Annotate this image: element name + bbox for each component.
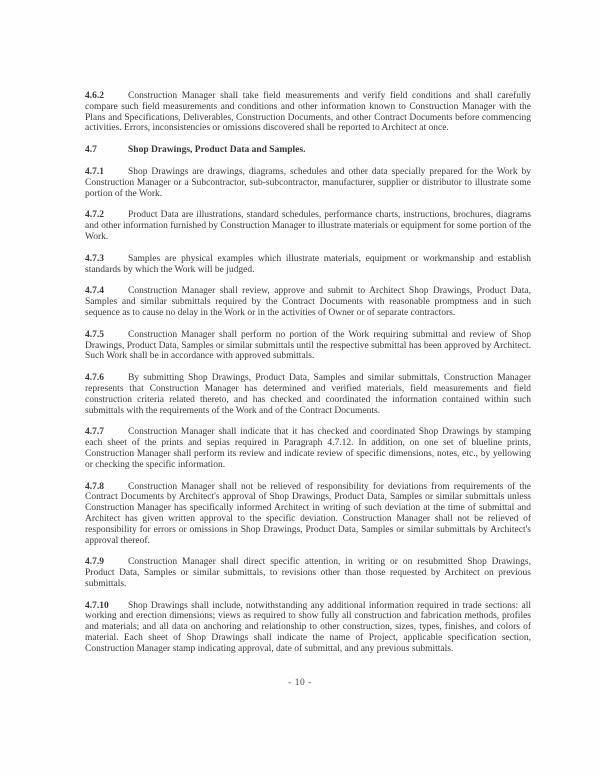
paragraph-4-6-2 (85, 91, 531, 134)
paragraph-text: Product Data are illustrations, standard schedules, performance charts, instructions, brochures, diagrams and other information furnished by Construction Manager to illustrate materials or equipment for some portion of the Work. (85, 210, 531, 242)
paragraph-4-7-6 (85, 373, 531, 416)
document-body (85, 91, 531, 666)
paragraph-text: Construction Manager shall indicate that it has checked and coordinated Shop Drawings by stamping each sheet of the prints and sepias required in Paragraph 4.7.12. In addition, on one set of blueline prints, Construction Manager shall perform its review and indicate review of specific dimensions, notes, etc., by yellowing or checking the specific information. (85, 427, 531, 470)
paragraph-text: Construction Manager shall take field measurements and verify field conditions and shall carefully compare such field measurements and conditions and other information known to Construction Manager with the Plans and Specifications, Deliverables, Construction Documents, and other Contract Documents before commencing activities. Errors, inconsistencies or omissions discovered shall be reported to Architect at once. (85, 91, 531, 134)
paragraph-text: Construction Manager shall review, approve and submit to Architect Shop Drawings, Product Data, Samples and similar submittals required by the Contract Documents with reasonable promptness and in such sequence as to cause no delay in the Work or in the activities of Owner or of separate contractors. (85, 286, 531, 318)
paragraph-number: 4.7.8 (85, 481, 104, 492)
paragraph-4-7-5 (85, 330, 531, 362)
paragraph-4-7-8 (85, 482, 531, 547)
paragraph-text: Samples are physical examples which illustrate materials, equipment or workmanship and establish standards by which the Work will be judged. (85, 253, 531, 275)
paragraph-number: 4.7.5 (85, 329, 104, 340)
heading-number: 4.7 (85, 145, 97, 156)
paragraph-number: 4.7.4 (85, 286, 104, 297)
paragraph-number: 4.7.10 (85, 600, 109, 611)
paragraph-number: 4.7.9 (85, 557, 104, 568)
paragraph-4-7-1 (85, 167, 531, 199)
paragraph-number: 4.6.2 (85, 91, 104, 101)
paragraph-text: Shop Drawings shall include, notwithstanding any additional information required in trade sections: all working and erection dimensions; views as required to show fully all construction and fabrication methods, profiles and materials; and all data on anchoring and relationship to other construction, sizes, types, finishes, and colors of material. Each sheet of Shop Drawings shall indicate the name of Project, applicable specification section, Construction Manager stamp indicating approval, date of submittal, and any previous submittals. (85, 600, 531, 654)
paragraph-text: Construction Manager shall perform no portion of the Work requiring submittal and review of Shop Drawings, Product Data, Samples or similar submittals until the respective submittal has been approved by Architect. Such Work shall be in accordance with approved submittals. (85, 329, 531, 362)
paragraph-number: 4.7.7 (85, 427, 104, 438)
paragraph-4-7-9 (85, 557, 531, 589)
paragraph-text: Shop Drawings are drawings, diagrams, schedules and other data specially prepared for the Work by Construction Manager or a Subcontractor, sub-subcontractor, manufacturer, supplier or distributor to illustrate some portion of the Work. (85, 166, 531, 199)
paragraph-text: By submitting Shop Drawings, Product Data, Samples and similar submittals, Construction Manager represents that Construction Manager has determined and verified materials, field measurements and field construction criteria related thereto, and has checked and coordinated the information contained within such submittals with the requirements of the Work and of the Contract Documents. (85, 373, 531, 416)
paragraph-4-7-4 (85, 286, 531, 318)
paragraph-4-7-3 (85, 254, 531, 276)
paragraph-number: 4.7.3 (85, 253, 104, 264)
paragraph-text: Construction Manager shall direct specific attention, in writing or on resubmitted Shop Drawings, Product Data, Samples or similar submittals, to revisions other than those requested by Architect on previous submittals. (85, 557, 531, 589)
paragraph-number: 4.7.1 (85, 166, 104, 177)
paragraph-4-7-2 (85, 210, 531, 242)
paragraph-4-7-7 (85, 427, 531, 470)
paragraph-4-7-10 (85, 601, 531, 655)
page-number: - 10 - (288, 678, 312, 688)
heading-text: Shop Drawings, Product Data and Samples. (128, 145, 306, 156)
section-heading-4-7 (85, 145, 531, 156)
paragraph-number: 4.7.6 (85, 373, 104, 384)
paragraph-text: Construction Manager shall not be relieved of responsibility for deviations from requirements of the Contract Documents by Architect's approval of Shop Drawings, Product Data, Samples or similar submittals unless Construction Manager has specifically informed Architect in writing of such deviation at the time of submittal and Architect has given written approval to the specific deviation. Construction Manager shall not be relieved of responsibility for errors or omissions in Shop Drawings, Product Data, Samples or similar submittals by Architect's approval thereof. (85, 481, 531, 546)
paragraph-number: 4.7.2 (85, 210, 104, 221)
